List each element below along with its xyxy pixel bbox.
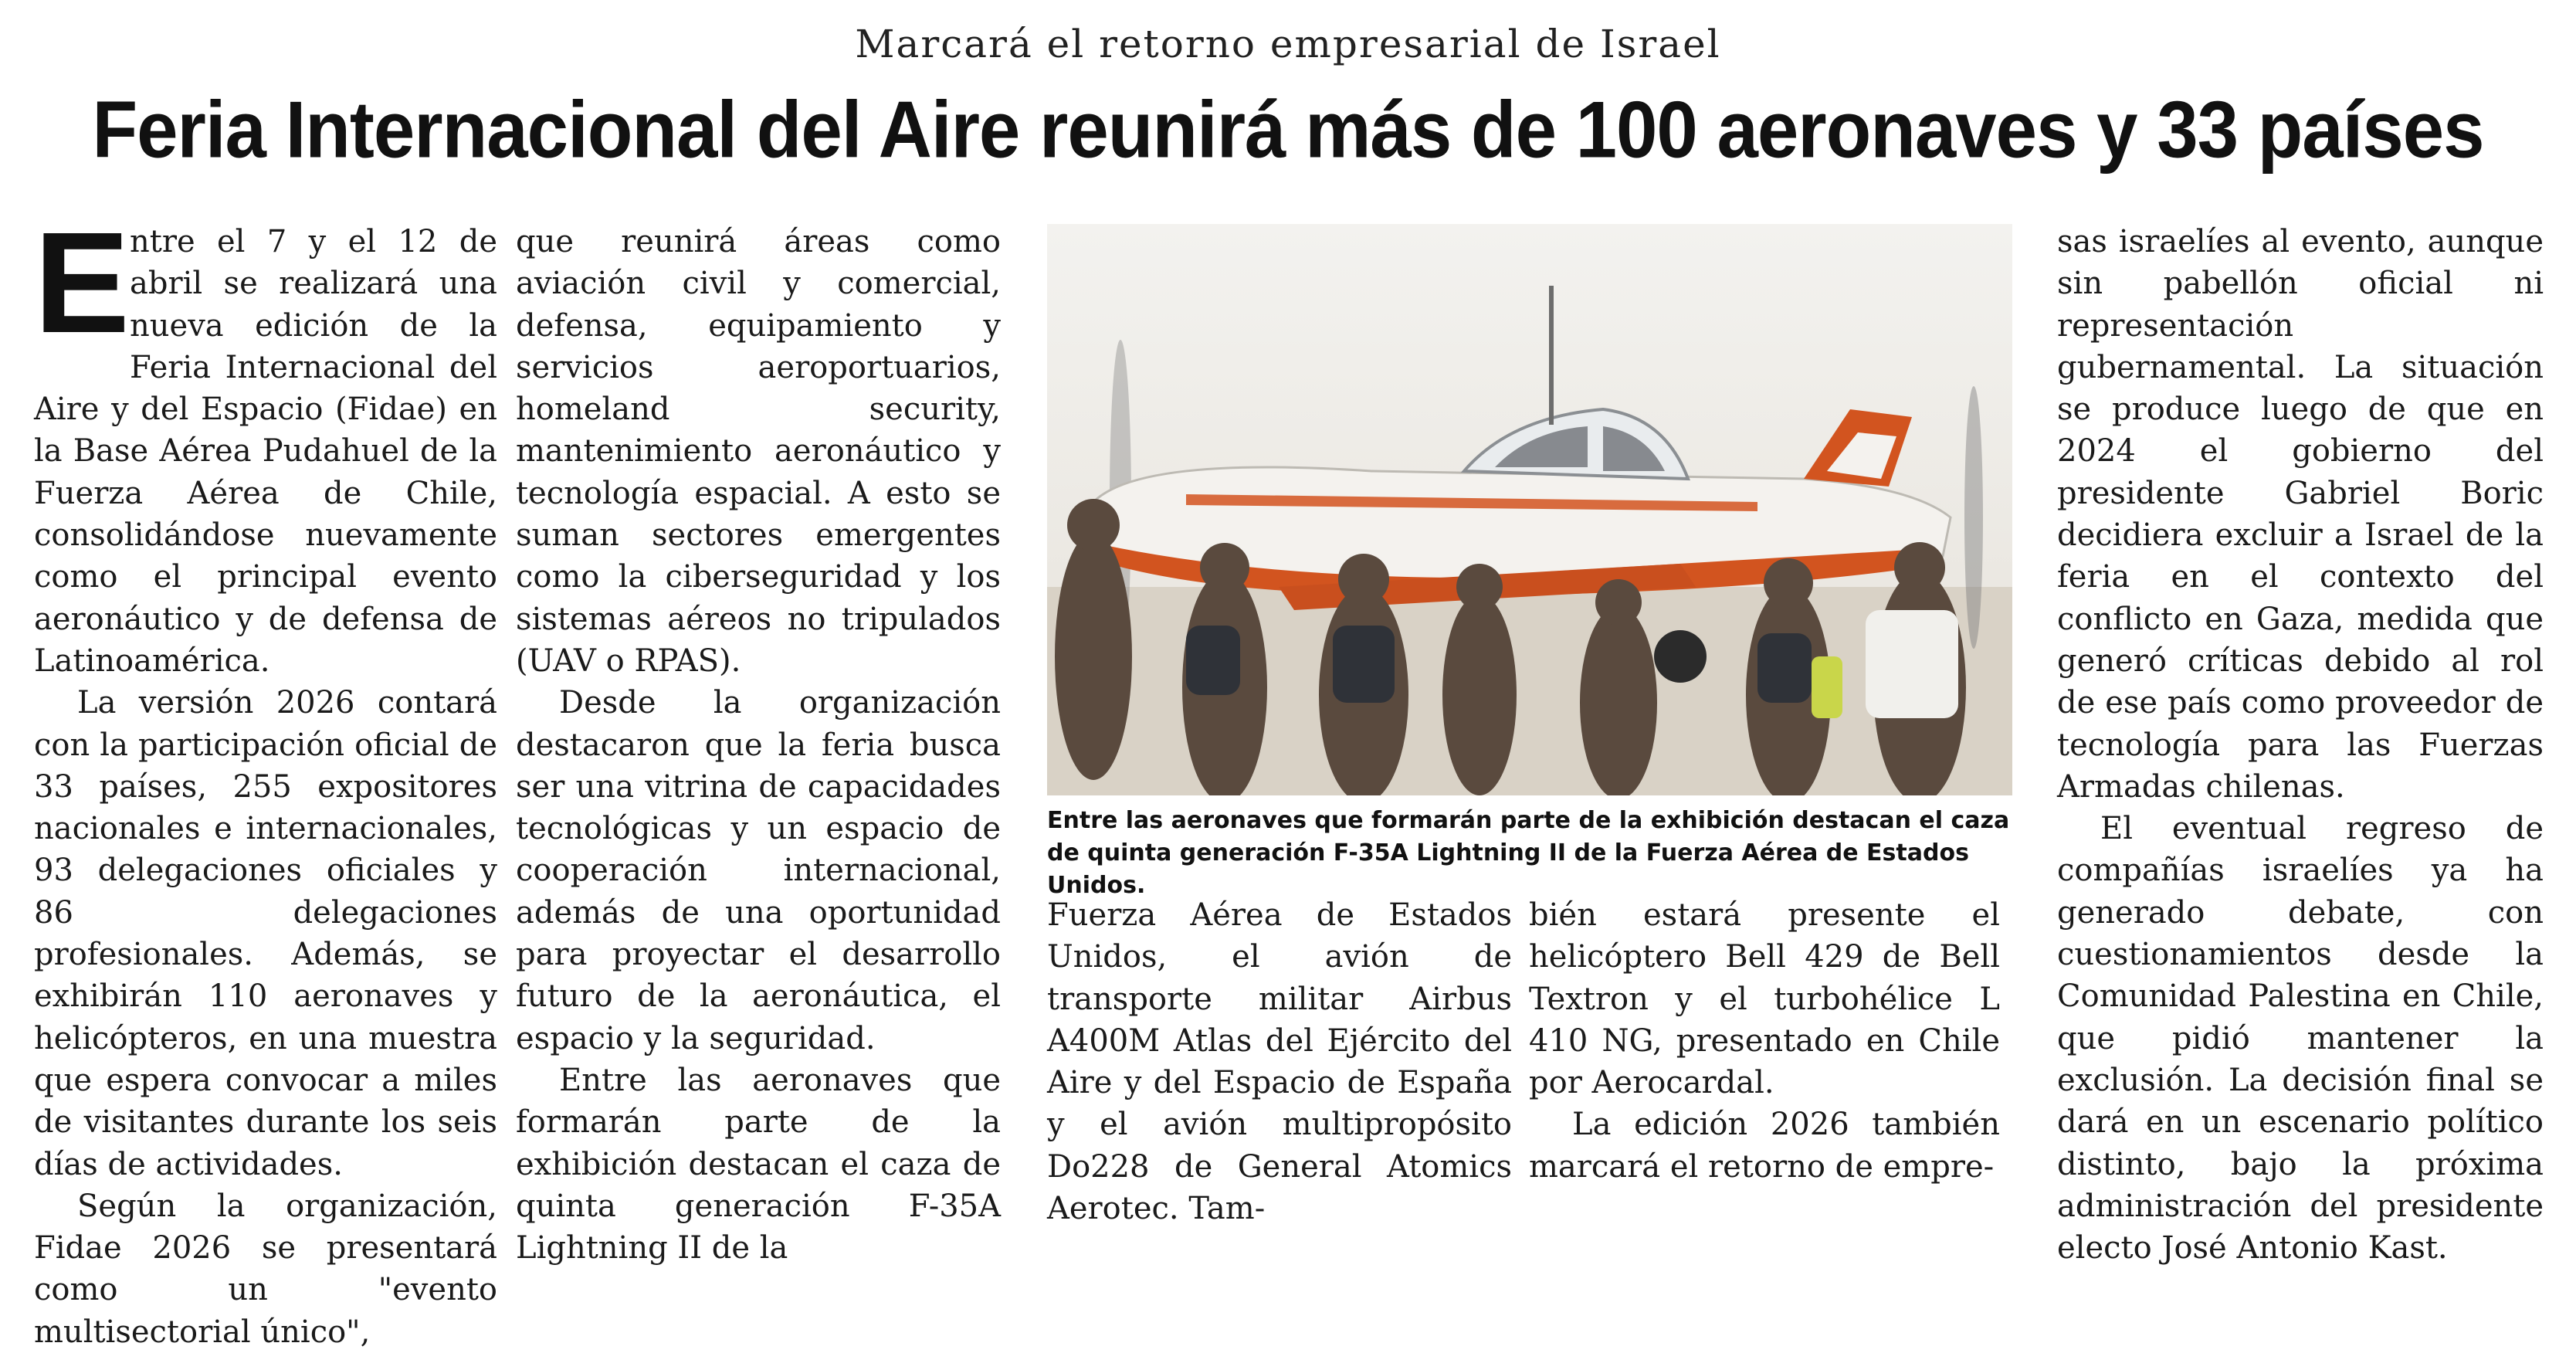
paragraph-text: ntre el 7 y el 12 de abril se realizará una nueva edición de la Feria Internacional del Aire y del Espacio (Fidae) en la Base Aérea Pudahuel de la Fuerza Aérea de Chile, consolidándose nuevamente como el principal evento aeronáutico y de defensa de Latinoamérica. — [34, 224, 497, 679]
article-column-3a — [1047, 894, 1512, 1229]
aircraft-photo — [1047, 224, 2012, 795]
headline: Feria Internacional del Aire reunirá más de 100 aeronaves y 33 países — [92, 85, 2484, 175]
paragraph: Entre las aeronaves que formarán parte de la exhibición destacan el caza de quinta generación F-35A Lightning II de la — [516, 1062, 1001, 1267]
article-column-4 — [2057, 221, 2544, 1269]
article-column-2 — [516, 221, 1001, 1269]
paragraph: Desde la organización destacaron que la feria busca ser una vitrina de capacidades tecnológicas y un espacio de cooperación internacional, además de una oportunidad para proyectar el desarrollo futuro de la aeronáutica, el espacio y la seguridad. — [516, 685, 1001, 1056]
kicker: Marcará el retorno empresarial de Israel — [855, 22, 1721, 66]
article-column-1 — [34, 203, 497, 1353]
paragraph: sas israelíes al evento, aunque sin pabellón oficial ni representación gubernamental. La situación se produce luego de que en 2024 el gobierno del presidente Gabriel Boric decidiera excluir a Israel de la feria en el contexto del conflicto en Gaza, medida que generó críticas debido al rol de ese país como proveedor de tecnología para las Fuerzas Armadas chilenas. — [2057, 224, 2544, 805]
paragraph: La versión 2026 contará con la participación oficial de 33 países, 255 expositores nacionales e internacionales, 93 delegaciones oficiales y 86 delegaciones profesionales. Además, se exhibirán 110 aeronaves y helicópteros, en una muestra que espera convocar a miles de visitantes durante los seis días de actividades. — [34, 685, 497, 1182]
photo-caption: Entre las aeronaves que formarán parte de la exhibición destacan el caza de quinta generación F-35A Lightning II de la Fuerza Aérea de Estados Unidos. — [1047, 807, 2010, 899]
article-column-3b — [1529, 894, 2000, 1188]
paragraph: Según la organización, Fidae 2026 se presentará como un "evento multisectorial único", — [34, 1188, 497, 1350]
paragraph — [34, 203, 497, 682]
paragraph: El eventual regreso de compañías israelíes ya ha generado debate, con cuestionamientos desde la Comunidad Palestina en Chile, que pidió mantener la exclusión. La decisión final se dará en un escenario político distinto, bajo la próxima administración del presidente electo José Antonio Kast. — [2057, 811, 2544, 1267]
paragraph: La edición 2026 también marcará el retorno de empre- — [1529, 1107, 2000, 1185]
paragraph: que reunirá áreas como aviación civil y comercial, defensa, equipamiento y servicios aeroportuarios, homeland security, mantenimiento aeronáutico y tecnología espacial. A esto se suman sectores emergentes como la ciberseguridad y los sistemas aéreos no tripulados (UAV o RPAS). — [516, 224, 1001, 679]
drop-cap: E — [34, 203, 130, 363]
paragraph: Fuerza Aérea de Estados Unidos, el avión de transporte militar Airbus A400M Atlas del Ejército del Aire y del Espacio de España y el avión multipropósito Do228 de General Atomics Aerotec. Tam- — [1047, 897, 1512, 1227]
paragraph: bién estará presente el helicóptero Bell 429 de Bell Textron y el turbohélice L 410 NG, presentado en Chile por Aerocardal. — [1529, 897, 2000, 1101]
aircraft-illustration — [1047, 224, 2012, 795]
